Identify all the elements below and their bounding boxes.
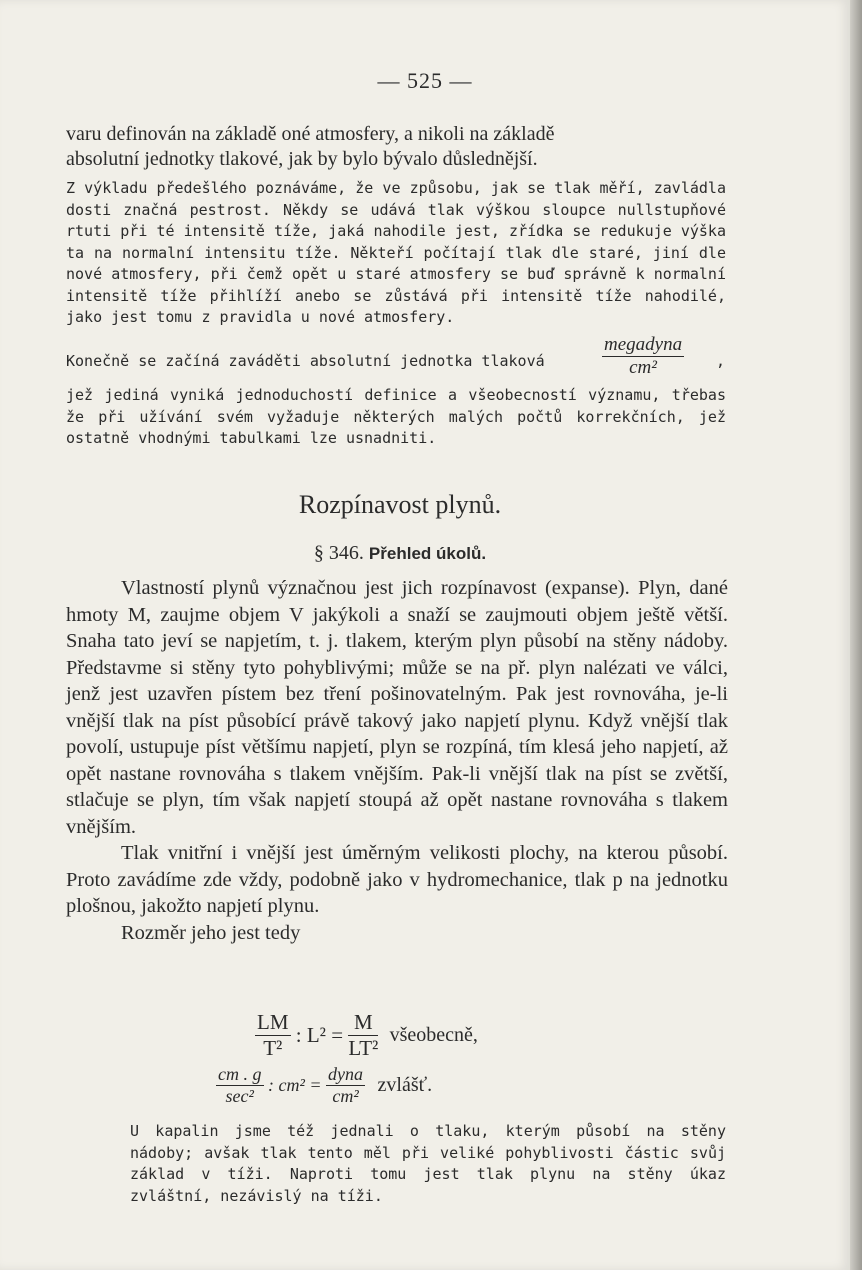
fraction-numerator: M <box>348 1010 378 1036</box>
fraction-denominator: T² <box>263 1036 283 1060</box>
intro-line: absolutní jednotky tlakové, jak by bylo bývalo důslednější. <box>66 148 538 170</box>
fraction-denominator: sec² <box>225 1086 254 1106</box>
fraction-denominator: LT² <box>348 1036 379 1060</box>
intro-line: varu definován na základě oné atmosfery, a nikoli na základě <box>66 123 555 145</box>
equation-specific-fraction-2 <box>326 1064 365 1107</box>
equation-operator: : L² = <box>295 1023 344 1047</box>
fraction-numerator: dyna <box>328 1064 364 1084</box>
small-paragraph-pressure-measurement: Z výkladu předešlého poznáváme, že ve způsobu, jak se tlak měří, zavládla dosti značná pestrost. Někdy se udává tlak výškou sloupce nullstupňové rtuti při té intensitě tíže, jaká nahodile jest, zřídka se redukuje výška ta na normalní intensitu tíže. Někteří počítají tlak dle staré, jiní dle nové atmosfery, při čemž opět u staré atmosfery se buď správně k normalní intensitě tíže přihlíží anebo se zůstává při intensitě tíže nahodilé, jako jest tomu z pravidla u nové atmosfery. <box>66 179 726 326</box>
small-paragraph-absolute-unit: jež jediná vyniká jednoduchostí definice a všeobecností významu, třebas že při užívání svém vyžaduje některých malých počtů korrekčních, jež ostatně vhodnými tabulkami lze usnadniti. <box>66 386 726 447</box>
unit-fraction-denominator: cm² <box>629 357 657 378</box>
fraction-denominator: cm² <box>332 1086 359 1106</box>
paragraph-number: § 346. <box>313 542 364 564</box>
body-paragraph: Tlak vnitřní i vnější jest úměrným velikosti plochy, na kterou působí. Proto zavádíme zde vždy, podobně jako v hydromechanice, tlak p na jednotku plošnou, jakožto napjetí plynu. <box>66 842 728 917</box>
page-number: — 525 — <box>377 68 473 93</box>
body-paragraph: Vlastností plynů význačnou jest jich rozpínavost (expanse). Plyn, dané hmoty M, zaujme objem V jakýkoli a snaží se zaujmouti objem ještě větší. Snaha tato jeví se napjetím, t. j. tlakem, kterým plyn působí na stěny nádoby. Představme si stěny tyto pohyblivými; může se na př. plyn nalézati ve válci, jenž jest uzavřen pístem bez tření pošinovatelným. Pak jest rovnováha, je-li vnější tlak na píst působící právě takový jako napjetí plynu. Když vnější tlak povolí, ustupuje píst většímu napjetí, plyn se rozpíná, tím klesá jeho napjetí, až opět nastane rovnováha s tlakem vnějším. Pak-li vnější tlak na píst se zvětší, stlačuje se plyn, tím však napjetí stoupá až opět nastane rovnováha s tlakem vnějším. <box>66 577 728 838</box>
equation-general-fraction-2 <box>348 1010 378 1061</box>
equation-general <box>255 1010 478 1061</box>
equation-operator: : cm² = <box>268 1075 322 1095</box>
unit-sentence <box>66 334 736 388</box>
paragraph-title: Přehled úkolů. <box>368 544 487 563</box>
fraction-numerator: cm . g <box>218 1064 262 1084</box>
main-text <box>66 575 728 946</box>
small-paragraph-liquids-note: U kapalin jsme též jednali o tlaku, kterým působí na stěny nádoby; avšak tlak tento měl při veliké pohyblivosti částic svůj základ v tíži. Naproti tomu jest tlak plynu na stěny úkaz zvláštní, nezávislý na tíži. <box>130 1122 726 1205</box>
unit-sentence-trail: , <box>716 352 726 370</box>
equation-general-fraction-1 <box>255 1010 291 1061</box>
unit-fraction-numerator: megadyna <box>604 334 683 355</box>
section-title: Rozpínavost plynů. <box>298 490 502 519</box>
unit-sentence-lead: Konečně se začíná zaváděti absolutní jednotka tlaková <box>66 352 545 370</box>
equation-label: zvlášť. <box>377 1074 433 1096</box>
fraction-numerator: LM <box>257 1010 289 1034</box>
equation-specific-fraction-1 <box>216 1064 264 1107</box>
paragraph-heading <box>0 542 800 565</box>
equation-label: všeobecně, <box>389 1024 478 1046</box>
equation-specific <box>216 1064 432 1107</box>
page-edge <box>850 0 862 1270</box>
intro-text <box>66 122 726 172</box>
body-paragraph: Rozměr jeho jest tedy <box>121 921 301 944</box>
unit-fraction <box>602 334 684 379</box>
